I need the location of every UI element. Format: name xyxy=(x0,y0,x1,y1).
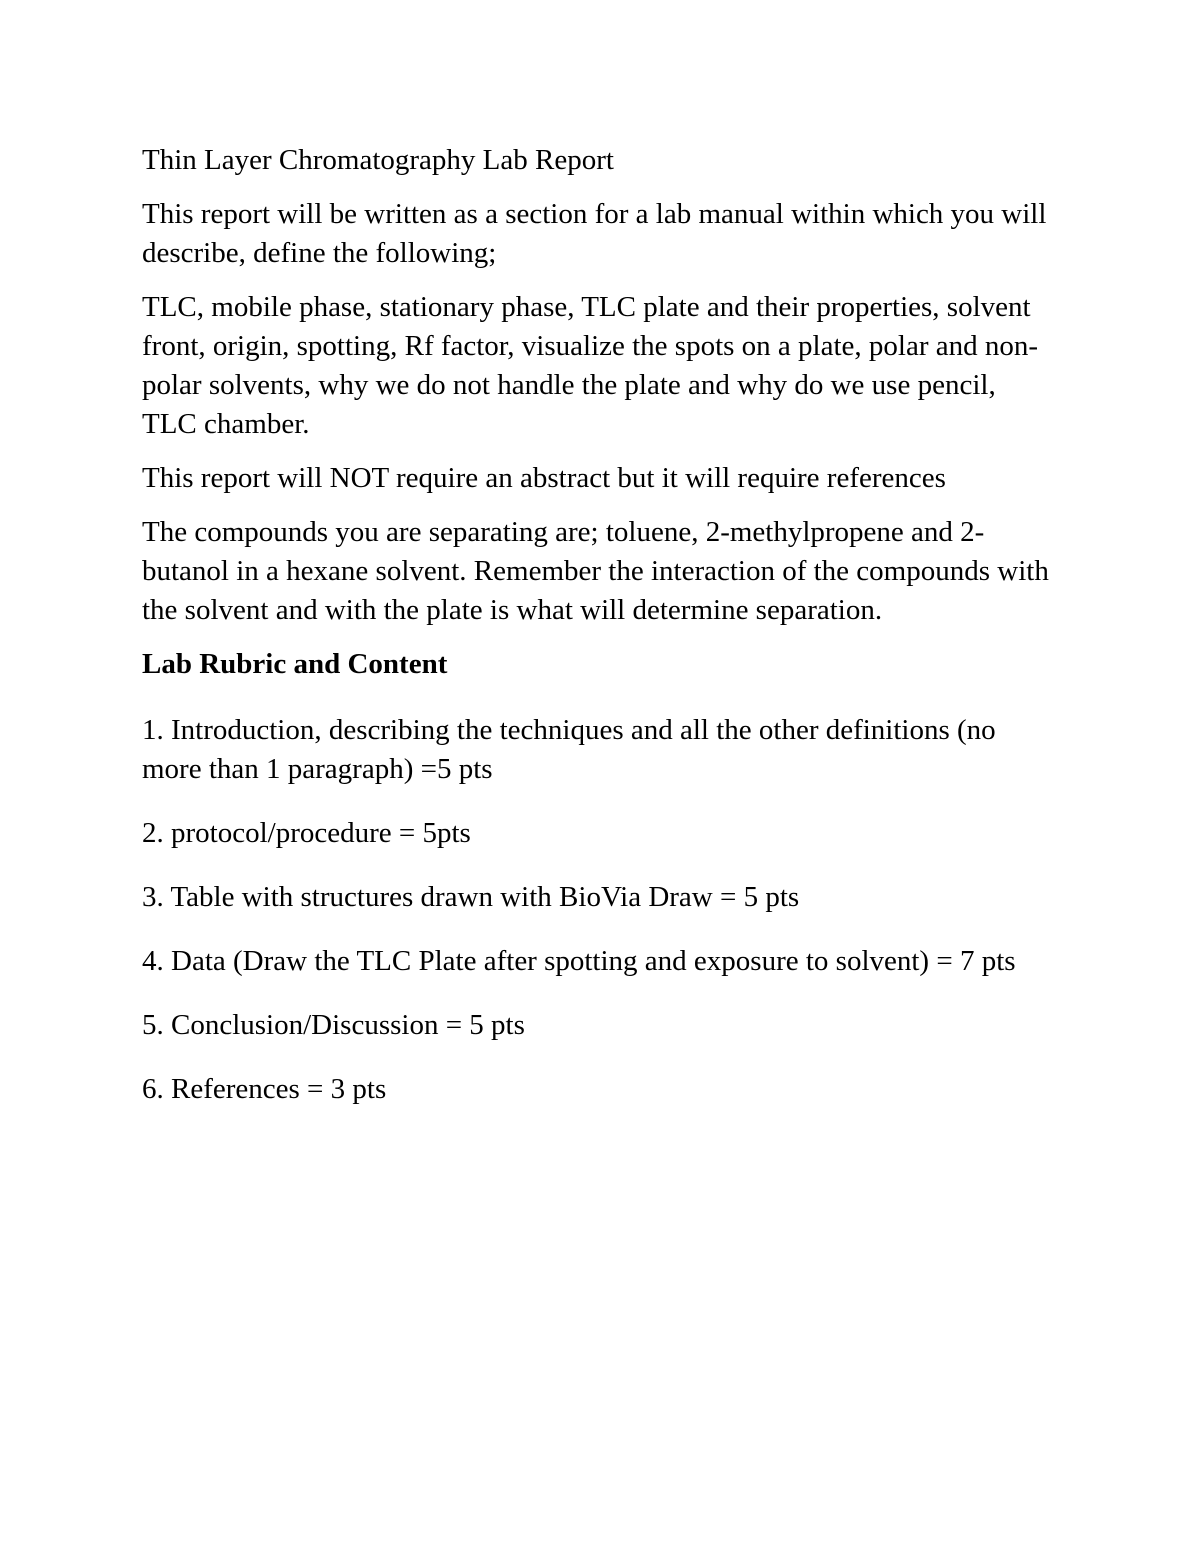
rubric-heading: Lab Rubric and Content xyxy=(142,648,448,680)
rubric-item-data: 4. Data (Draw the TLC Plate after spotting and exposure to solvent) = 7 pts xyxy=(142,945,1016,977)
abstract-note: This report will NOT require an abstract but it will require references xyxy=(142,462,946,494)
rubric-item-protocol: 2. protocol/procedure = 5pts xyxy=(142,817,471,849)
rubric-item-table: 3. Table with structures drawn with BioVia Draw = 5 pts xyxy=(142,881,800,913)
rubric-list xyxy=(142,711,1057,1109)
rubric-item-references: 6. References = 3 pts xyxy=(142,1073,387,1105)
rubric-item-conclusion: 5. Conclusion/Discussion = 5 pts xyxy=(142,1009,525,1041)
rubric-item-introduction: 1. Introduction, describing the techniques and all the other definitions (no more than 1 paragraph) =5 pts xyxy=(142,714,996,785)
document-title: Thin Layer Chromatography Lab Report xyxy=(142,144,614,176)
definitions-paragraph: TLC, mobile phase, stationary phase, TLC plate and their properties, solvent front, origin, spotting, Rf factor, visualize the spots on a plate, polar and non-polar solvents, why we do not handle the plate and why do we use pencil, TLC chamber. xyxy=(142,291,1039,440)
compounds-paragraph: The compounds you are separating are; toluene, 2-methylpropene and 2-butanol in a hexane solvent. Remember the interaction of the compounds with the solvent and with the plate is what will determine separation. xyxy=(142,516,1049,626)
document-body xyxy=(142,141,1057,1109)
intro-paragraph: This report will be written as a section for a lab manual within which you will describe, define the following; xyxy=(142,198,1047,269)
